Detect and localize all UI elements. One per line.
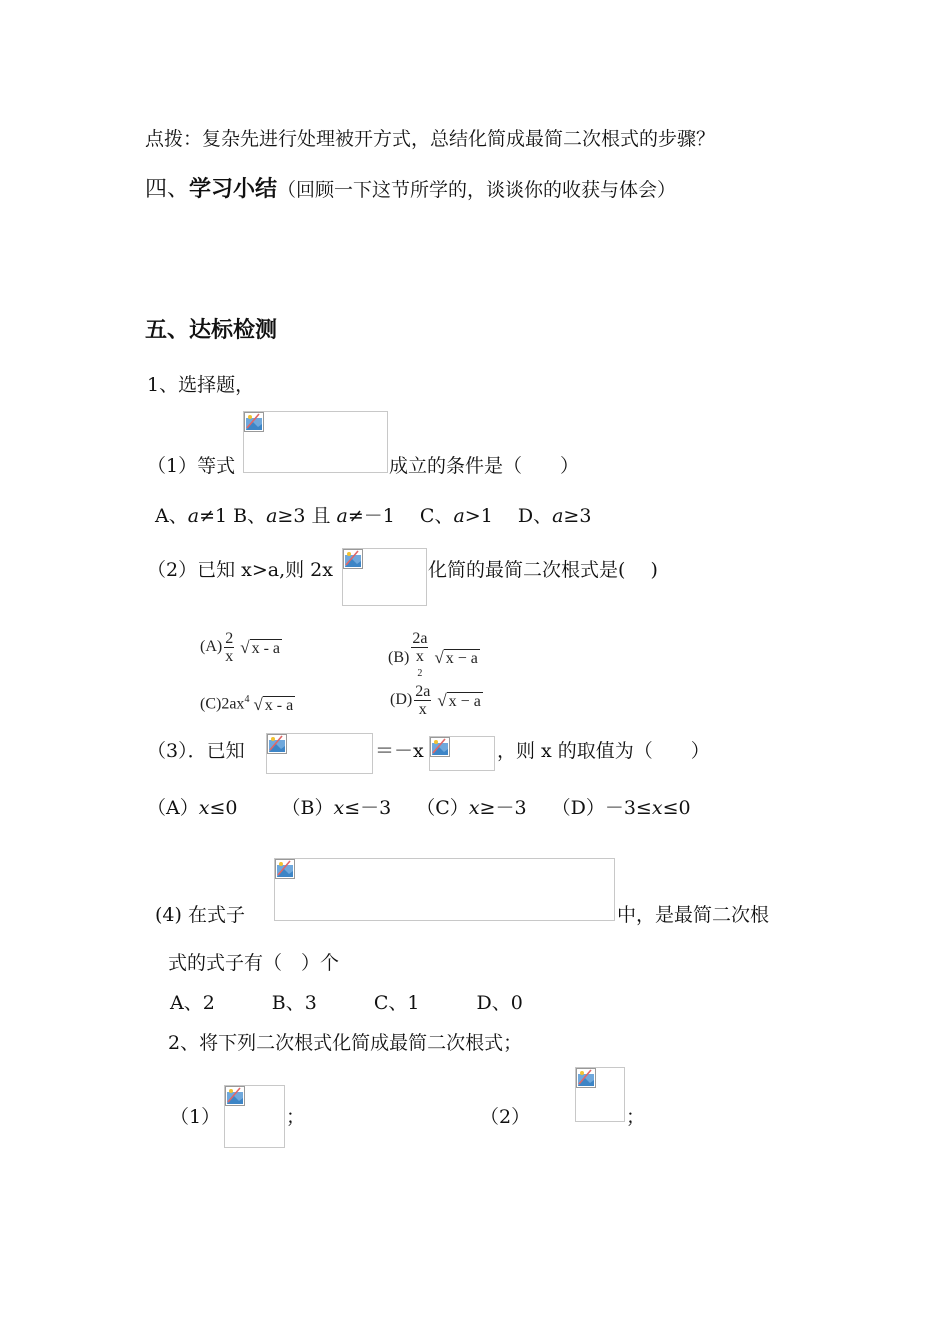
q1-2-prefix: （2）已知 x>a,则 2x [147,559,333,581]
broken-image-icon [267,734,287,754]
q1-2-suffix: 化简的最简二次根式是( ) [428,559,658,581]
summary-number: 四、 [145,177,190,202]
q1-1-options: A、a≠1 B、a≥3 且 a≠－1 C、a>1 D、a≥3 [155,505,592,527]
q1-3-mid: ＝－x [375,740,424,762]
q1-2-option-c: $(C)2ax^4$ √ x - a [200,694,294,714]
q2-item2-image [575,1067,625,1122]
q2-item2-semicolon: ； [626,1106,646,1128]
q1-4-prefix: (4) 在式子 [155,904,245,926]
q1-1-suffix: 成立的条件是（ ） [389,455,580,477]
broken-image-icon [576,1068,596,1088]
equation-right-image [429,736,495,771]
equation-image [243,411,388,473]
broken-image-icon [225,1086,245,1106]
q1-4-options: A、2 B、3 C、1 D、0 [170,992,523,1014]
broken-image-icon [244,412,264,432]
q2-item1-label: （1） [170,1106,221,1128]
q1-1-prefix: （1）等式 [147,455,236,477]
q1-2-option-d: (D) $\frac{2a}{x}$ √ x − a [390,683,481,718]
q1-2-option-b: (B) 2a x $^2$ √ x − a [388,630,478,679]
q1-3-prefix: （3）．已知 [147,740,245,762]
q1-2-option-a: (A) $\frac{2}{x}$ √ x - a [200,630,280,665]
q2-item2-label: （2） [480,1106,531,1128]
q2-label: 2、将下列二次根式化简成最简二次根式； [168,1032,523,1054]
broken-image-icon [343,549,363,569]
section5-title: 五、达标检测 [145,318,278,343]
expressions-image [274,858,615,921]
summary-heading [145,177,676,203]
q1-4-suffix: 中，是最简二次根 [617,904,770,926]
q1-label: 1、选择题， [147,374,255,396]
q2-item1-semicolon: ； [286,1106,306,1128]
equation-left-image [266,733,373,774]
q2-item1-image [224,1085,285,1148]
summary-note: （回顾一下这节所学的，谈谈你的收获与体会） [277,179,677,201]
broken-image-icon [430,737,450,757]
radical-image [342,548,427,606]
q1-3-suffix: ，则 x 的取值为（ ） [497,740,710,762]
broken-image-icon [275,859,295,879]
tip-text: 点拨：复杂先进行处理被开方式，总结化简成最简二次根式的步骤？ [145,128,716,150]
q1-4-line2: 式的式子有（ ）个 [168,952,340,974]
q1-3-options: （A）x≤0 （B）x≤－3 （C）x≥－3 （D）－3≤x≤0 [147,797,691,819]
summary-title: 学习小结 [189,177,278,202]
